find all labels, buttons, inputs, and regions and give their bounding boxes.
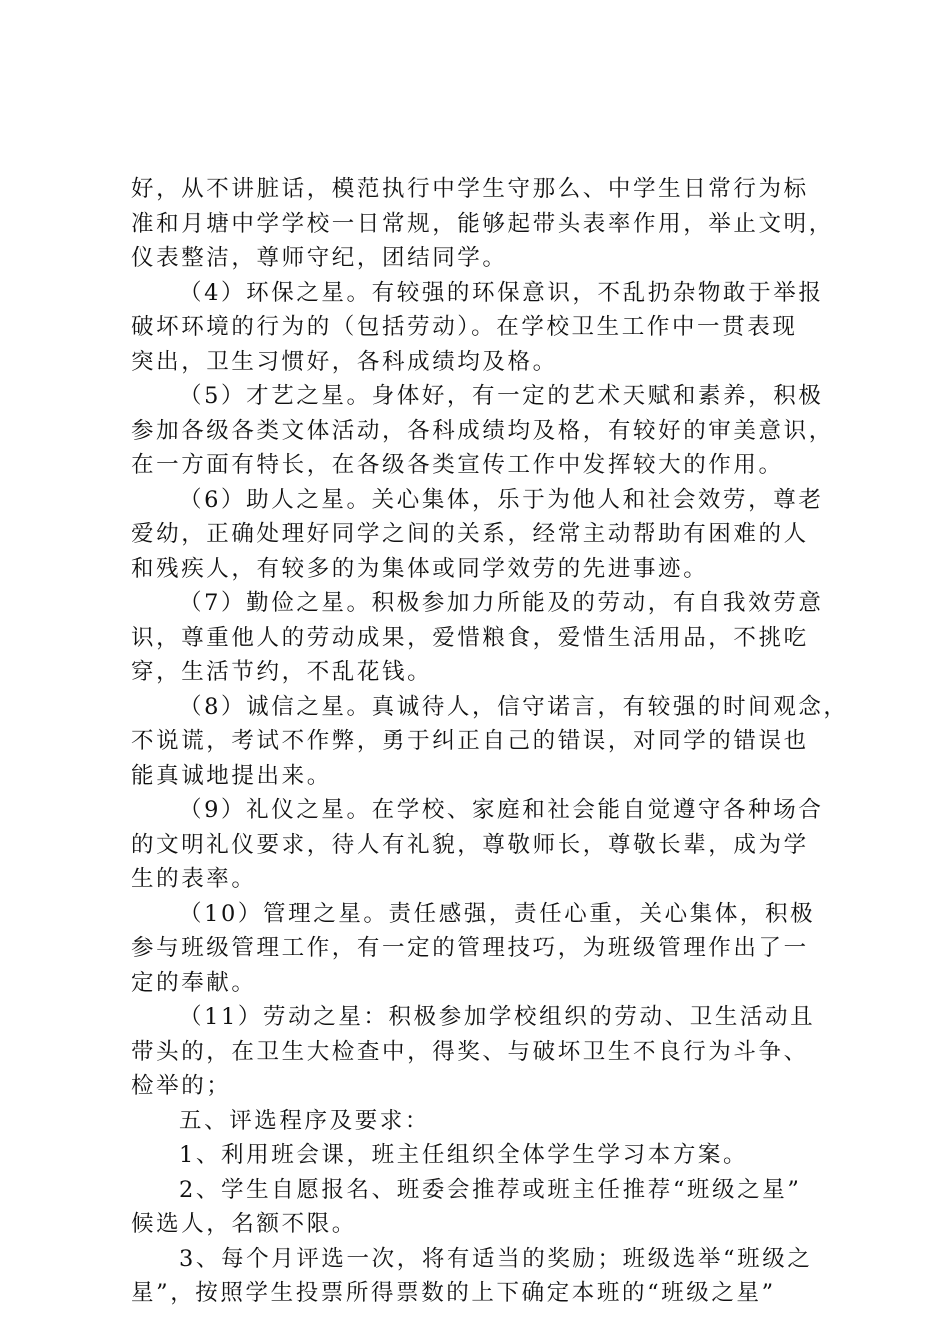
text-line: 候选人，名额不限。 xyxy=(131,1211,357,1237)
text-line: 星”，按照学生投票所得票数的上下确定本班的“班级之星” xyxy=(131,1280,776,1306)
text-line: 仪表整洁，尊师守纪，团结同学。 xyxy=(131,245,508,271)
paragraph-first-line: 3、每个月评选一次，将有适当的奖励；班级选举“班级之 xyxy=(179,1245,813,1272)
text-line: 带头的，在卫生大检查中，得奖、与破坏卫生不良行为斗争、 xyxy=(131,1038,809,1065)
text-line: 破坏环境的行为的（包括劳动）。在学校卫生工作中一贯表现 xyxy=(131,314,798,340)
paragraph-first-line: （4）环保之星。有较强的环保意识，不乱扔杂物敢于举报 xyxy=(179,279,824,306)
text-line: 识，尊重他人的劳动成果，爱惜粮食，爱惜生活用品，不挑吃 xyxy=(131,624,809,651)
text-line: 穿，生活节约，不乱花钱。 xyxy=(131,659,433,685)
text-line: 好，从不讲脏话，模范执行中学生守那么、中学生日常行为标 xyxy=(131,176,809,202)
paragraph-first-line: （7）勤俭之星。积极参加力所能及的劳动，有自我效劳意 xyxy=(179,590,824,616)
text-line: 在一方面有特长，在各级各类宣传工作中发挥较大的作用。 xyxy=(131,452,784,478)
paragraph-first-line: （9）礼仪之星。在学校、家庭和社会能自觉遵守各种场合 xyxy=(179,797,824,823)
text-line: 能真诚地提出来。 xyxy=(131,762,332,789)
paragraph-first-line: （10）管理之星。责任感强，责任心重，关心集体，积极 xyxy=(179,900,816,927)
paragraph-first-line: （11）劳动之星：积极参加学校组织的劳动、卫生活动且 xyxy=(179,1004,816,1030)
text-line: 参加各级各类文体活动，各科成绩均及格，有较好的审美意识， xyxy=(131,417,834,444)
text-line: 检举的； xyxy=(131,1073,232,1099)
text-line: 的文明礼仪要求，待人有礼貌，尊敬师长，尊敬长辈，成为学 xyxy=(131,831,809,858)
paragraph-first-line: 1、利用班会课，班主任组织全体学生学习本方案。 xyxy=(179,1142,749,1168)
text-line: 准和月塘中学学校一日常规，能够起带头表率作用，举止文明， xyxy=(131,210,834,237)
text-line: 爱幼，正确处理好同学之间的关系，经常主动帮助有困难的人 xyxy=(131,521,809,547)
text-line: 和残疾人，有较多的为集体或同学效劳的先进事迹。 xyxy=(131,555,709,582)
paragraph-first-line: （6）助人之星。关心集体，乐于为他人和社会效劳，尊老 xyxy=(179,486,824,513)
text-line: 参与班级管理工作，有一定的管理技巧，为班级管理作出了一 xyxy=(131,935,809,961)
text-line: 定的奉献。 xyxy=(131,969,257,996)
paragraph-first-line: 五、评选程序及要求： xyxy=(179,1107,431,1134)
paragraph-first-line: 2、学生自愿报名、班委会推荐或班主任推荐“班级之星” xyxy=(179,1176,802,1203)
text-line: 不说谎，考试不作弊，勇于纠正自己的错误，对同学的错误也 xyxy=(131,728,809,754)
text-line: 生的表率。 xyxy=(131,866,257,892)
document-body xyxy=(131,172,851,1311)
paragraph-first-line: （8）诚信之星。真诚待人，信守诺言，有较强的时间观念， xyxy=(179,693,849,720)
text-line: 突出，卫生习惯好，各科成绩均及格。 xyxy=(131,348,558,375)
paragraph-first-line: （5）才艺之星。身体好，有一定的艺术天赋和素养，积极 xyxy=(179,383,824,409)
